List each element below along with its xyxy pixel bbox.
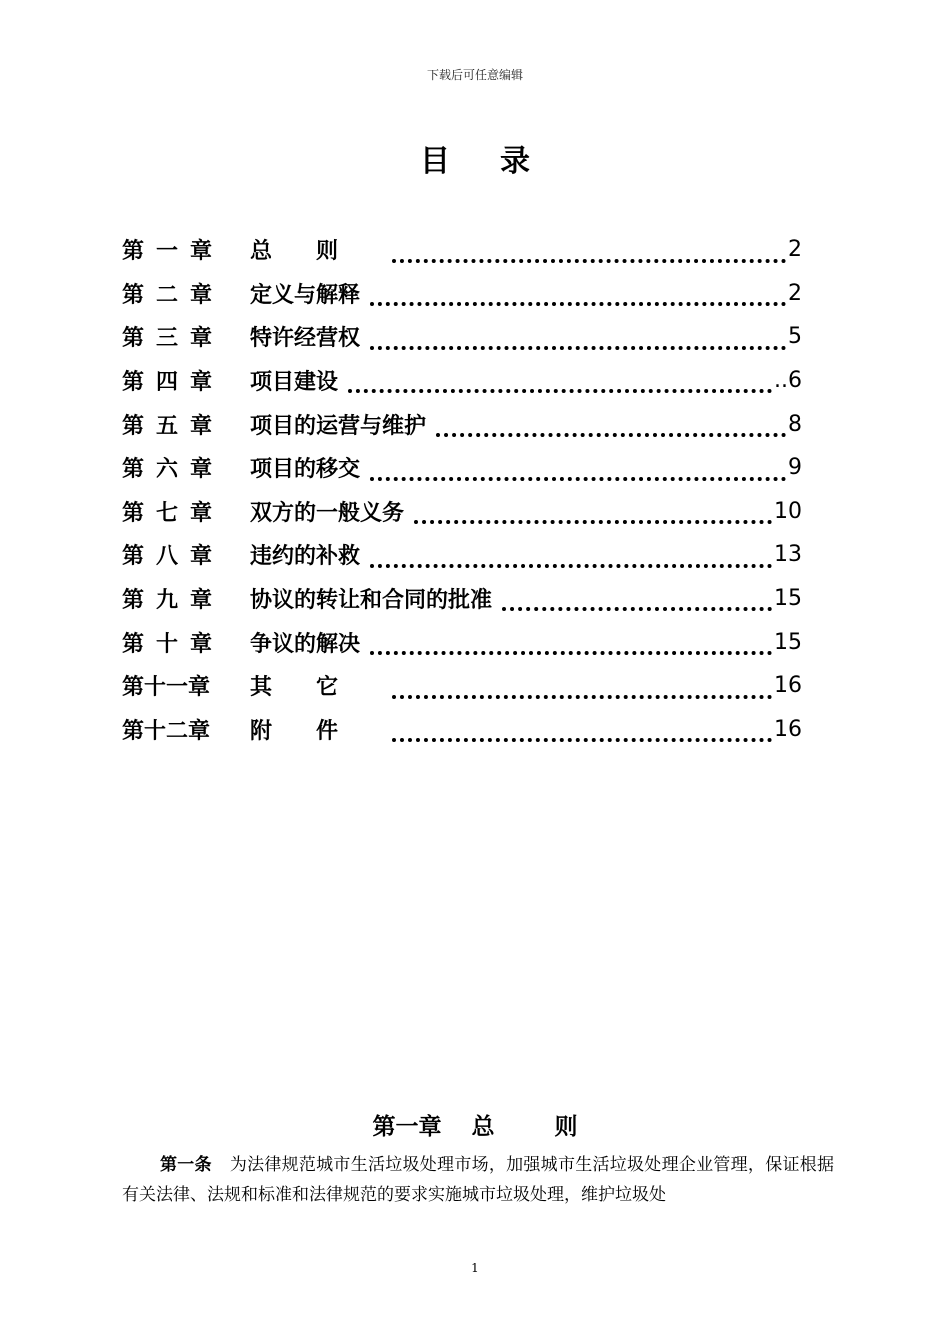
toc-chapter-number: 第二章 — [122, 282, 225, 308]
chapter-body — [122, 1150, 834, 1210]
table-of-contents — [122, 228, 802, 751]
page-header: 下载后可任意编辑 — [426, 68, 523, 82]
toc-page-number: 13 — [774, 542, 802, 568]
toc-leader-dots — [370, 627, 772, 655]
toc-leader-dots — [348, 365, 772, 393]
toc-entry[interactable] — [122, 359, 802, 403]
toc-entry[interactable] — [122, 490, 802, 534]
toc-chapter-number: 第三章 — [122, 326, 225, 352]
toc-title: 目录 — [420, 144, 580, 179]
toc-leader-dots — [370, 453, 786, 481]
toc-entry[interactable] — [122, 228, 802, 272]
toc-leader-dots — [414, 496, 772, 524]
toc-chapter-number: 第八章 — [122, 544, 225, 570]
toc-chapter-number: 第十一章 — [122, 675, 211, 701]
article-1 — [122, 1150, 834, 1210]
toc-page-number: 8 — [788, 411, 802, 437]
chapter-heading-word-2: 则 — [554, 1114, 578, 1140]
chapter-heading — [0, 1108, 950, 1141]
toc-entry[interactable] — [122, 620, 802, 664]
toc-page-number: 5 — [788, 324, 802, 350]
toc-chapter-title: 附件 — [250, 718, 383, 744]
toc-page-number: 2 — [788, 280, 802, 306]
toc-chapter-number: 第十二章 — [122, 718, 211, 744]
toc-chapter-number: 第六章 — [122, 457, 225, 483]
toc-chapter-title: 项目的运营与维护 — [250, 413, 427, 439]
toc-chapter-title: 项目建设 — [250, 370, 339, 396]
toc-leader-dots — [392, 671, 772, 699]
toc-chapter-number: 第五章 — [122, 413, 225, 439]
toc-leader-dots — [502, 583, 772, 611]
toc-chapter-number: 第四章 — [122, 370, 225, 396]
toc-chapter-title: 项目的移交 — [250, 457, 361, 483]
toc-chapter-title: 总则 — [250, 239, 383, 265]
toc-page-number: ..6 — [774, 368, 802, 394]
article-text: 为法律规范城市生活垃圾处理市场，加强城市生活垃圾处理企业管理，保证根据有关法律、法规和标准和法律规范的要求实施城市垃圾处理，维护垃圾处 — [122, 1155, 835, 1205]
toc-chapter-number: 第九章 — [122, 588, 225, 614]
toc-chapter-title: 定义与解释 — [250, 282, 361, 308]
toc-page-number: 10 — [774, 498, 802, 524]
toc-chapter-title: 争议的解决 — [250, 631, 361, 657]
chapter-heading-word-1: 总 — [471, 1114, 495, 1140]
toc-entry[interactable] — [122, 446, 802, 490]
toc-page-number: 15 — [774, 629, 802, 655]
toc-leader-dots — [436, 409, 786, 437]
toc-leader-dots — [392, 235, 786, 263]
page-number: 1 — [471, 1261, 479, 1275]
toc-leader-dots — [370, 540, 772, 568]
toc-page-number: 9 — [788, 455, 802, 481]
toc-page-number: 2 — [788, 237, 802, 263]
toc-leader-dots — [370, 278, 786, 306]
toc-entry[interactable] — [122, 664, 802, 708]
toc-leader-dots — [370, 322, 786, 350]
toc-page-number: 16 — [774, 716, 802, 742]
toc-leader-dots — [392, 714, 772, 742]
toc-chapter-title: 协议的转让和合同的批准 — [250, 588, 493, 614]
toc-chapter-title: 双方的一般义务 — [250, 500, 405, 526]
toc-chapter-title: 其它 — [250, 675, 383, 701]
toc-entry[interactable] — [122, 272, 802, 316]
toc-chapter-number: 第一章 — [122, 239, 225, 265]
toc-entry[interactable] — [122, 577, 802, 621]
article-label: 第一条 — [160, 1155, 212, 1175]
toc-entry[interactable] — [122, 315, 802, 359]
toc-entry[interactable] — [122, 708, 802, 752]
toc-page-number: 15 — [774, 586, 802, 612]
toc-chapter-title: 违约的补救 — [250, 544, 361, 570]
toc-chapter-number: 第十章 — [122, 631, 225, 657]
toc-entry[interactable] — [122, 533, 802, 577]
toc-entry[interactable] — [122, 402, 802, 446]
toc-page-number: 16 — [774, 673, 802, 699]
toc-chapter-title: 特许经营权 — [250, 326, 361, 352]
toc-chapter-number: 第七章 — [122, 500, 225, 526]
chapter-heading-number: 第一章 — [372, 1114, 442, 1140]
